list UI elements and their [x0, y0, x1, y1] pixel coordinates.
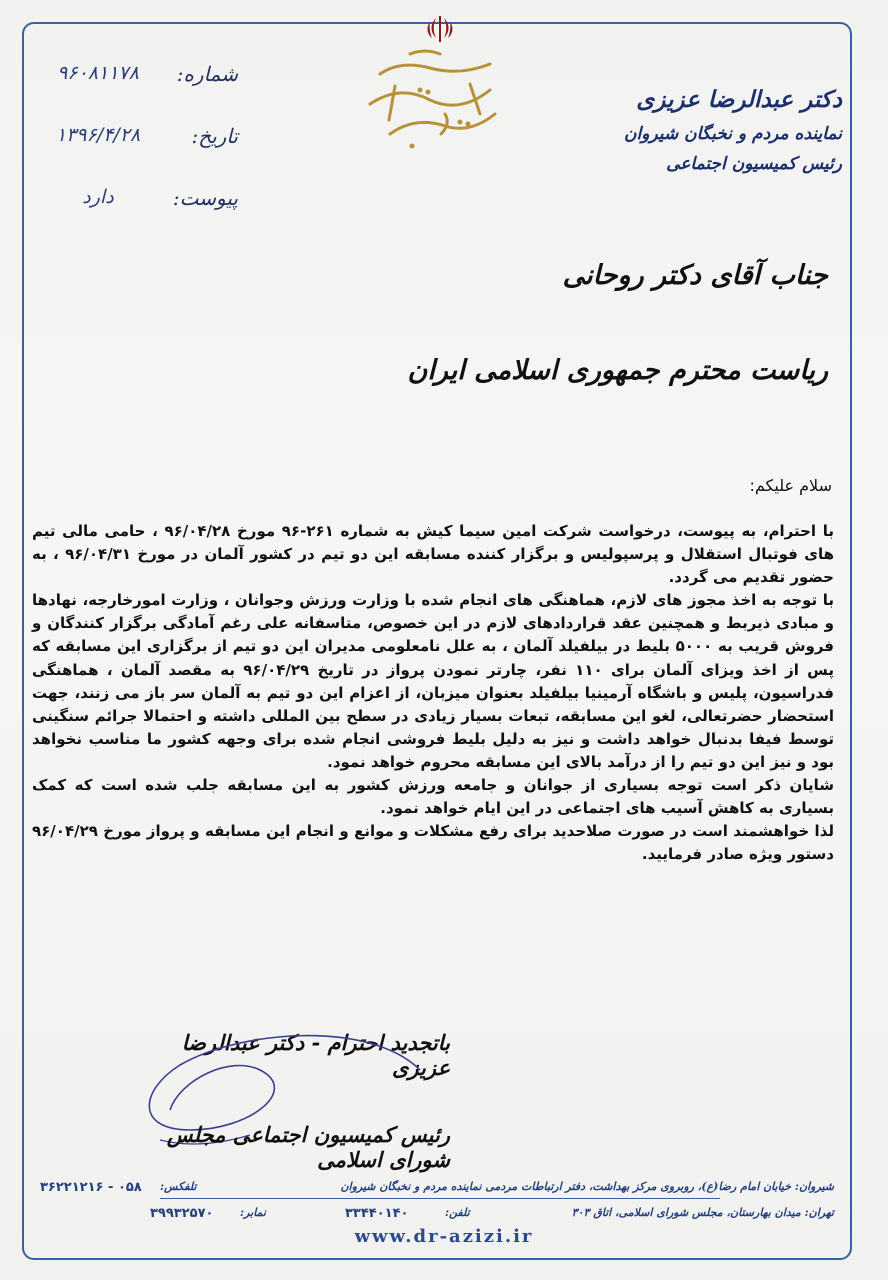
addressee-line1: جناب آقای دکتر روحانی — [562, 260, 828, 291]
footer-tehran-tel: ۳۳۴۴۰۱۴۰ — [345, 1206, 409, 1221]
body-paragraph-1: با احترام، به پیوست، درخواست شرکت امین سیما کیش به شماره ۲۶۱-۹۶ مورخ ۹۶/۰۴/۲۸ ، حامی مالی تیم های فوتبال استقلال و پرسپولیس و برگزار کننده مسابقه این دو تیم در کشور آلمان در مورخ ۹۶/۰۴/۳۱ ، به حضور تقدیم می گردد. — [32, 522, 834, 587]
letter-number-value: ۹۶۰۸۱۱۷۸ — [57, 62, 139, 84]
closing-line: باتجدید احترام - دکتر عبدالرضا عزیزی — [181, 1030, 450, 1080]
addressee-line2: ریاست محترم جمهوری اسلامی ایران — [407, 355, 828, 386]
letter-attachment-label: پیوست: — [172, 186, 238, 210]
body-paragraph-4: لذا خواهشمند است در صورت صلاحدید برای رفع مشکلات و موانع و انجام این مسابقه و پرواز مورخ ۹۶/۰۴/۲۹ دستور ویژه صادر فرمایید. — [32, 822, 834, 864]
salutation: سلام علیکم: — [749, 476, 832, 495]
letter-number-label: شماره: — [176, 62, 238, 86]
letter-date-value: ۱۳۹۶/۴/۲۸ — [55, 124, 141, 146]
footer-tehran-tel-label: تلفن: — [445, 1206, 470, 1219]
footer-shirvan-fax: ۰۵۸ - ۳۶۲۲۱۲۱۶ — [40, 1180, 142, 1195]
parliament-emblem-logo — [350, 14, 530, 164]
footer-divider — [160, 1198, 720, 1199]
body-paragraph-3: شایان ذکر است توجه بسیاری از جوانان و جامعه ورزش کشور به این مسابقه جلب شده است که کمک بسیاری به کاهش آسیب های اجتماعی در این ایام خواهد نمود. — [32, 776, 834, 818]
sender-role-line2: رئیس کمیسیون اجتماعی — [666, 154, 842, 174]
footer-shirvan-fax-label: تلفکس: — [160, 1180, 197, 1193]
footer-tehran-address: تهران: میدان بهارستان، مجلس شورای اسلامی، اتاق ۳۰۳ — [571, 1206, 834, 1219]
letter-attachment-field — [28, 186, 238, 226]
footer-tehran-fax-label: نمابر: — [240, 1206, 266, 1219]
footer-shirvan-address: شیروان: خیابان امام رضا(ع)، روبروی مرکز بهداشت، دفتر ارتباطات مردمی نماینده مردم و نخبگان شیروان — [340, 1180, 834, 1193]
signature-title: رئیس کمیسیون اجتماعی مجلس شورای اسلامی — [166, 1122, 450, 1172]
letter-number-field — [28, 62, 238, 102]
letterhead-sender — [602, 86, 842, 179]
sender-role-line1: نماینده مردم و نخبگان شیروان — [624, 124, 842, 144]
footer-website-link[interactable]: www.dr-azizi.ir — [354, 1226, 534, 1247]
body-paragraph-2: با توجه به اخذ مجوز های لازم، هماهنگی های انجام شده با وزارت ورزش وجوانان ، وزارت امورخارجه، نهادها و مبادی ذیربط و همچنین عقد قراردادهای لازم در این خصوص، متاسفانه علی رغم آمادگی برگزار کنندگان و فروش قریب به ۵۰۰۰ بلیط در بیلفیلد آلمان ، به علل نامعلومی مدیران این دو تیم از برگزاری این مسابقه که پس از اخذ ویزای آلمان برای ۱۱۰ نفر، چارتر نمودن پرواز در تاریخ ۹۶/۰۴/۲۹ به مقصد آلمان ، هماهنگی فدراسیون، پلیس و باشگاه آرمینیا بیلفیلد بعنوان میزبان، از اعزام این دو تیم به آلمان سر باز می زنند، جهت استحضار حضرتعالی، لغو این مسابقه، تبعات بسیار زیادی در سطح بین المللی داشته و احتمالا جرائم سنگینی توسط فیفا بدنبال خواهد داشت و نیز به دلیل بلیط فروشی انجام شده برای وجهه کشور ما مناسب نخواهد بود و نیز این دو تیم را از درآمد بالای این مسابقه محروم خواهد نمود. — [32, 591, 835, 771]
footer-tehran-fax: ۳۹۹۳۲۵۷۰ — [150, 1206, 214, 1221]
letter-date-label: تاریخ: — [191, 124, 238, 148]
sender-name: دکتر عبدالرضا عزیزی — [636, 86, 842, 113]
letter-body — [32, 520, 834, 1000]
letter-date-field — [28, 124, 238, 164]
letter-attachment-value: دارد — [82, 186, 114, 208]
